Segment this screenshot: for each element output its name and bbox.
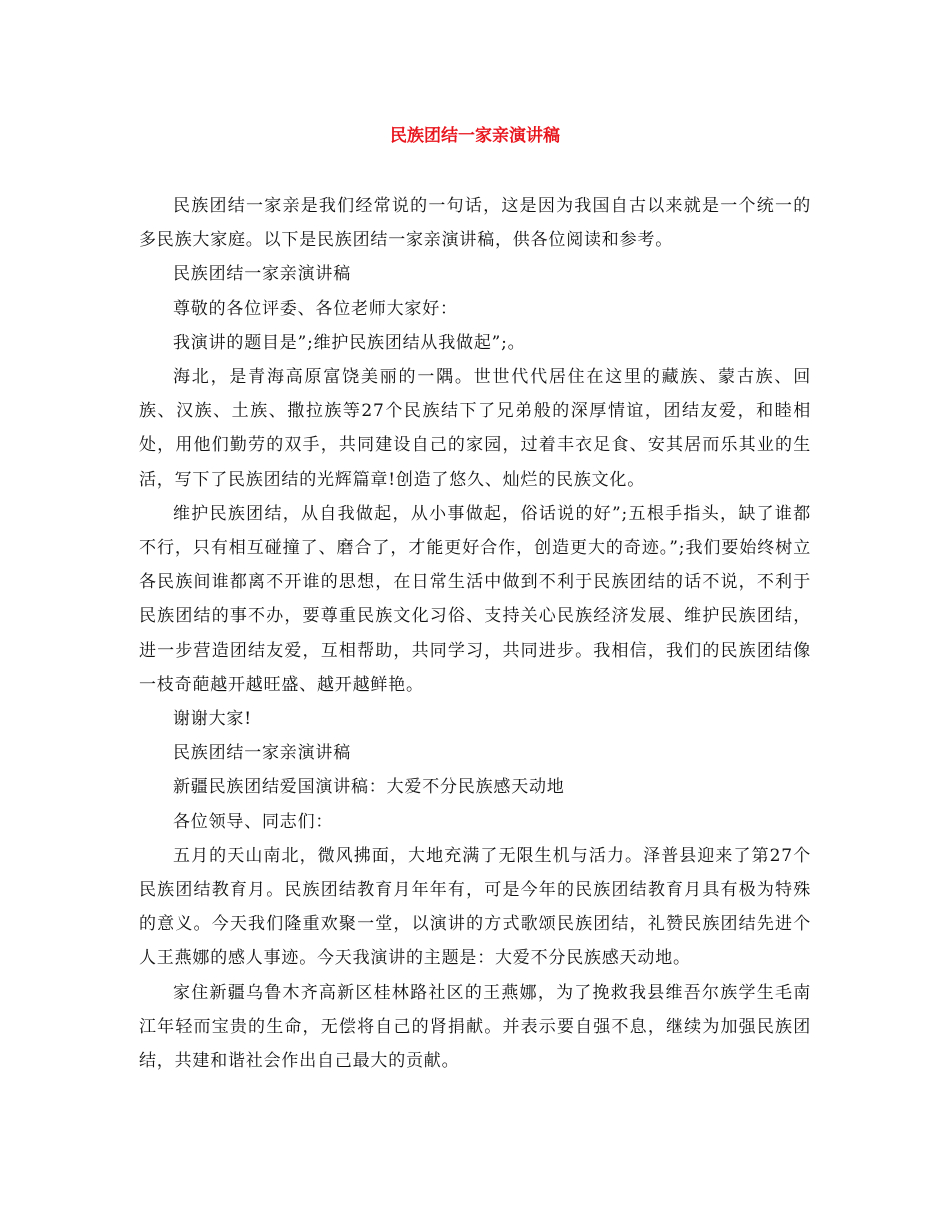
paragraph: 尊敬的各位评委、各位老师大家好： [173, 298, 458, 319]
paragraph: 维护民族团结，从自我做起，从小事做起，俗话说的好”;五根手指头，缺了谁都不行，只有相互碰撞了、磨合了，才能更好合作，创造更大的奇迹。”;我们要始终树立各民族间谁都离不开谁的思想，在日常生活中做到不利于民族团结的话不说，不利于民族团结的事不办，要尊重民族文化习俗、支持关心民族经济发展、维护民族团结，进一步营造团结友爱，互相帮助，共同学习，共同进步。我相信，我们的民族团结像一枝奇葩越开越旺盛、越开越鲜艳。 [139, 503, 811, 695]
paragraph: 五月的天山南北，微风拂面，大地充满了无限生机与活力。泽普县迎来了第27个民族团结教育月。民族团结教育月年年有，可是今年的民族团结教育月具有极为特殊的意义。今天我们隆重欢聚一堂，以演讲的方式歌颂民族团结，礼赞民族团结先进个人王燕娜的感人事迹。今天我演讲的主题是：大爱不分民族感天动地。 [139, 845, 811, 969]
paragraph: 各位领导、同志们： [173, 811, 334, 832]
paragraph: 海北，是青海高原富饶美丽的一隅。世世代代居住在这里的藏族、蒙古族、回族、汉族、土族、撒拉族等27个民族结下了兄弟般的深厚情谊，团结友爱，和睦相处，用他们勤劳的双手，共同建设自己的家园，过着丰衣足食、安其居而乐其业的生活，写下了民族团结的光辉篇章!创造了悠久、灿烂的民族文化。 [139, 367, 811, 490]
paragraph: 新疆民族团结爱国演讲稿：大爱不分民族感天动地 [173, 777, 565, 798]
paragraph: 家住新疆乌鲁木齐高新区桂林路社区的王燕娜，为了挽救我县维吾尔族学生毛南江年轻而宝贵的生命，无偿将自己的肾捐献。并表示要自强不息，继续为加强民族团结，共建和谐社会作出自己最大的贡献。 [139, 982, 811, 1072]
document-title: 民族团结一家亲演讲稿 [390, 126, 560, 146]
paragraph: 谢谢大家! [173, 709, 252, 730]
paragraph: 民族团结一家亲是我们经常说的一句话，这是因为我国自古以来就是一个统一的多民族大家庭。以下是民族团结一家亲演讲稿，供各位阅读和参考。 [139, 196, 811, 251]
paragraph: 民族团结一家亲演讲稿 [173, 264, 351, 285]
paragraph: 民族团结一家亲演讲稿 [173, 743, 351, 764]
document-body [139, 189, 811, 1078]
paragraph: 我演讲的题目是”;维护民族团结从我做起”;。 [173, 332, 526, 353]
